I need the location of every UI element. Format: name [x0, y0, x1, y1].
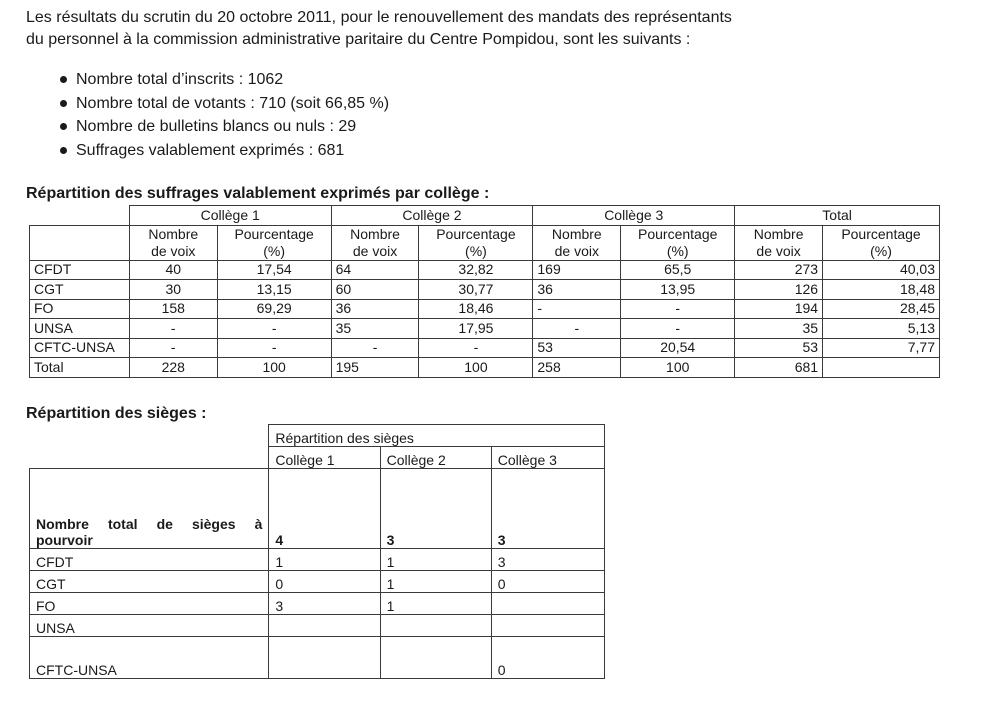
cell: 64	[331, 260, 419, 280]
cell: 1	[380, 593, 491, 615]
sub-header-voix: Nombre de voix	[533, 225, 621, 260]
group-college-2: Collège 2	[331, 206, 533, 226]
row-label: CGT	[30, 280, 130, 300]
sub-header-voix: Nombre de voix	[331, 225, 419, 260]
cell: 0	[491, 571, 604, 593]
seats-college-3: Collège 3	[491, 447, 604, 469]
cell: -	[621, 319, 735, 339]
seats-college-header-row	[30, 447, 605, 469]
seats-row-cftc-unsa	[30, 637, 605, 679]
cell: 65,5	[621, 260, 735, 280]
seats-college-1: Collège 1	[269, 447, 380, 469]
votes-row-fo	[30, 299, 940, 319]
row-label: CFTC-UNSA	[30, 338, 130, 358]
cell: -	[419, 338, 533, 358]
cell: -	[331, 338, 419, 358]
cell: 0	[491, 637, 604, 679]
cell: -	[621, 299, 735, 319]
stat-blancs-nuls: Nombre de bulletins blancs ou nuls : 29	[56, 115, 389, 139]
cell	[380, 637, 491, 679]
cell: -	[533, 299, 621, 319]
cell: 69,29	[217, 299, 331, 319]
cell: 18,48	[823, 280, 940, 300]
cell: 1	[380, 571, 491, 593]
votes-row-unsa	[30, 319, 940, 339]
cell: 17,95	[419, 319, 533, 339]
cell	[380, 615, 491, 637]
cell: 1	[380, 549, 491, 571]
sub-header-pct: Pourcentage (%)	[217, 225, 331, 260]
seats-table	[29, 424, 605, 679]
seats-row-fo	[30, 593, 605, 615]
cell: 126	[735, 280, 823, 300]
group-total: Total	[735, 206, 940, 226]
cell: 3	[491, 549, 604, 571]
cell: 7,77	[823, 338, 940, 358]
row-label: CFDT	[30, 260, 130, 280]
stat-suffrages-exprimes: Suffrages valablement exprimés : 681	[56, 139, 389, 163]
cell: 13,15	[217, 280, 331, 300]
votes-heading: Répartition des suffrages valablement exprimés par collège :	[26, 185, 490, 202]
seats-group-header-row	[30, 425, 605, 447]
cell: 100	[621, 358, 735, 378]
cell: 18,46	[419, 299, 533, 319]
group-college-1: Collège 1	[129, 206, 331, 226]
cell: 228	[129, 358, 217, 378]
cell: 40,03	[823, 260, 940, 280]
cell	[491, 615, 604, 637]
cell: 273	[735, 260, 823, 280]
cell	[269, 637, 380, 679]
cell: 40	[129, 260, 217, 280]
stats-list	[56, 68, 389, 162]
cell: 194	[735, 299, 823, 319]
sub-header-pct: Pourcentage (%)	[621, 225, 735, 260]
row-label: UNSA	[30, 319, 130, 339]
cell: 0	[269, 571, 380, 593]
votes-table	[29, 205, 940, 378]
sub-header-voix: Nombre de voix	[129, 225, 217, 260]
seats-row-cgt	[30, 571, 605, 593]
seats-total-c2: 3	[380, 469, 491, 549]
cell: 258	[533, 358, 621, 378]
seats-total-c3: 3	[491, 469, 604, 549]
cell: 53	[533, 338, 621, 358]
votes-row-cgt	[30, 280, 940, 300]
cell: 20,54	[621, 338, 735, 358]
cell: -	[217, 338, 331, 358]
cell: -	[129, 338, 217, 358]
cell: -	[533, 319, 621, 339]
votes-sub-header-row	[30, 225, 940, 260]
row-label: CFDT	[30, 549, 269, 571]
seats-heading: Répartition des sièges :	[26, 405, 207, 422]
cell: 100	[217, 358, 331, 378]
cell: -	[129, 319, 217, 339]
cell	[823, 358, 940, 378]
cell: 30	[129, 280, 217, 300]
cell: 32,82	[419, 260, 533, 280]
cell: 1	[269, 549, 380, 571]
cell: 36	[331, 299, 419, 319]
group-college-3: Collège 3	[533, 206, 735, 226]
cell: 35	[735, 319, 823, 339]
cell	[491, 593, 604, 615]
intro-line-1: Les résultats du scrutin du 20 octobre 2011, pour le renouvellement des mandats des représentants	[26, 9, 732, 26]
row-label: FO	[30, 593, 269, 615]
row-label: Total	[30, 358, 130, 378]
seats-group-header: Répartition des sièges	[269, 425, 605, 447]
row-label: CFTC-UNSA	[30, 637, 269, 679]
cell: 60	[331, 280, 419, 300]
cell: -	[217, 319, 331, 339]
votes-row-total	[30, 358, 940, 378]
seats-total-label: Nombre total de sièges à pourvoir	[30, 469, 269, 549]
stat-inscrits: Nombre total d’inscrits : 1062	[56, 68, 389, 92]
cell	[269, 615, 380, 637]
cell: 169	[533, 260, 621, 280]
votes-row-cfdt	[30, 260, 940, 280]
sub-header-voix: Nombre de voix	[735, 225, 823, 260]
cell: 5,13	[823, 319, 940, 339]
seats-total-c1: 4	[269, 469, 380, 549]
intro-line-2: du personnel à la commission administrative paritaire du Centre Pompidou, sont les suivants :	[26, 31, 691, 48]
intro-paragraph	[26, 7, 926, 51]
seats-row-unsa	[30, 615, 605, 637]
cell: 158	[129, 299, 217, 319]
cell: 3	[269, 593, 380, 615]
cell: 195	[331, 358, 419, 378]
row-label: CGT	[30, 571, 269, 593]
cell: 100	[419, 358, 533, 378]
votes-group-header-row	[30, 206, 940, 226]
seats-college-2: Collège 2	[380, 447, 491, 469]
sub-header-pct: Pourcentage (%)	[823, 225, 940, 260]
cell: 53	[735, 338, 823, 358]
row-label: FO	[30, 299, 130, 319]
cell: 13,95	[621, 280, 735, 300]
seats-total-row	[30, 469, 605, 549]
cell: 17,54	[217, 260, 331, 280]
cell: 30,77	[419, 280, 533, 300]
cell: 36	[533, 280, 621, 300]
row-label: UNSA	[30, 615, 269, 637]
cell: 35	[331, 319, 419, 339]
stat-votants: Nombre total de votants : 710 (soit 66,85 %)	[56, 92, 389, 116]
cell: 681	[735, 358, 823, 378]
votes-row-cftc-unsa	[30, 338, 940, 358]
sub-header-pct: Pourcentage (%)	[419, 225, 533, 260]
seats-row-cfdt	[30, 549, 605, 571]
cell: 28,45	[823, 299, 940, 319]
